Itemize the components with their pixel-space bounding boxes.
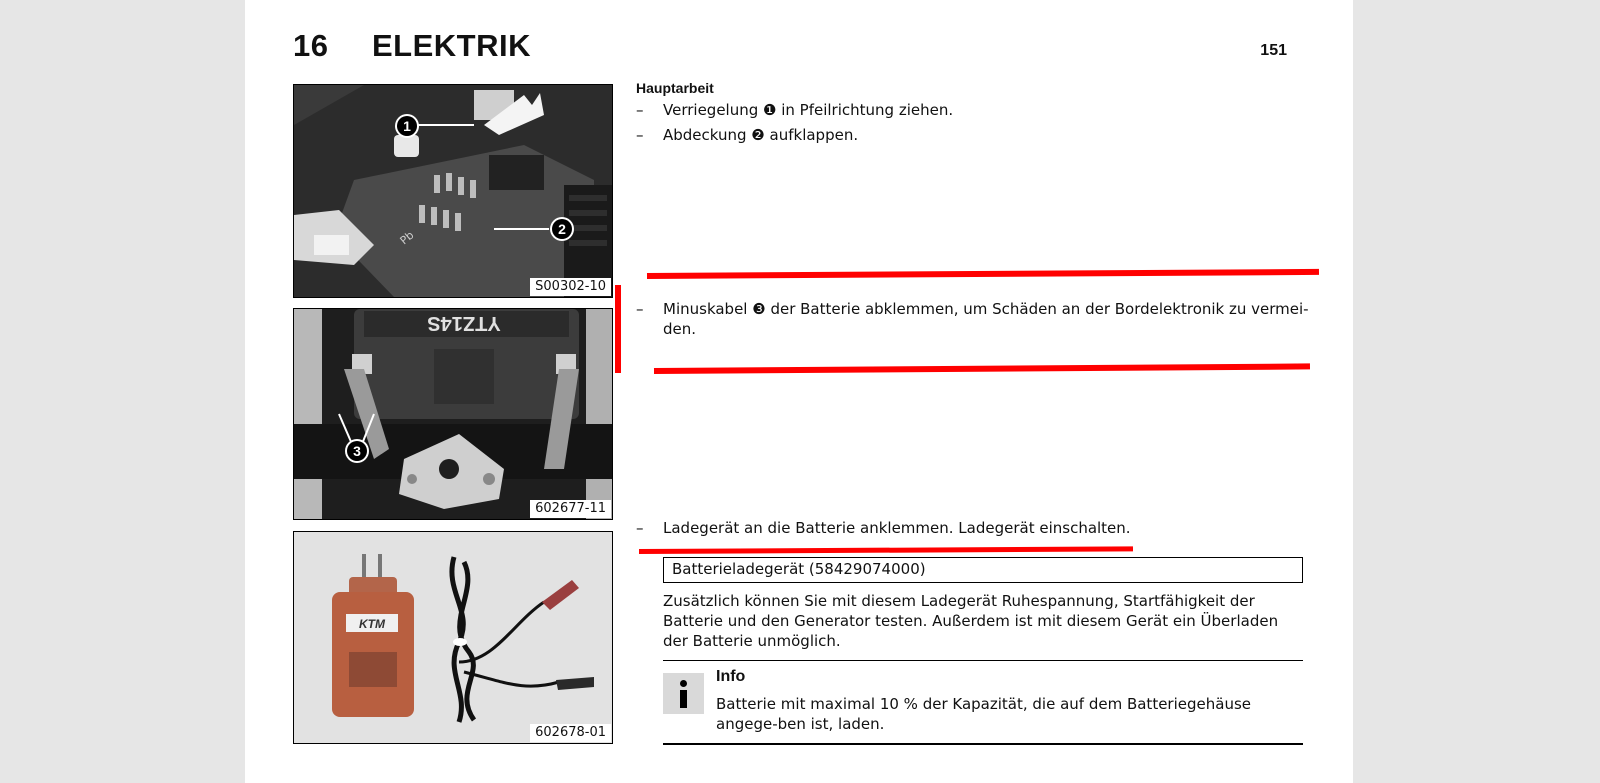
figure-battery-cover (293, 84, 613, 298)
callout-2 (550, 217, 574, 241)
step-text: Ladegerät an die Batterie anklemmen. Ladegerät einschalten. (663, 519, 1131, 537)
page-number: 151 (1260, 42, 1287, 59)
annotation-underline-charger (639, 546, 1133, 554)
step-dash: – (636, 519, 644, 537)
step-dash: – (636, 300, 644, 318)
info-icon (663, 673, 704, 714)
pb-lettering: Pb (397, 228, 417, 248)
step-dash: – (636, 126, 644, 144)
info-text: Batterie mit maximal 10 % der Kapazität, die auf dem Batteriegehäuse angege-ben ist, laden. (716, 695, 1251, 733)
tool-reference: Batterieladegerät (58429074000) (663, 557, 1303, 583)
figure-charger (293, 531, 613, 744)
figure-battery (293, 308, 613, 520)
svg-text:1: 1 (403, 118, 411, 134)
ktm-logo: KTM (359, 617, 385, 631)
figure-code: 602678-01 (530, 724, 611, 742)
annotation-line-top (647, 269, 1319, 279)
info-bottom-rule (663, 743, 1303, 745)
chapter-number: 16 (293, 28, 329, 63)
callout-1 (395, 114, 419, 138)
chapter-title: ELEKTRIK (372, 28, 531, 63)
annotation-line-bottom (654, 363, 1310, 374)
tool-note: Zusätzlich können Sie mit diesem Ladegerät Ruhespannung, Startfähigkeit der Batterie und den Generator testen. Außerdem ist mit diesem Gerät ein Überladen der Batterie unmöglich. (663, 592, 1279, 650)
charger-photo (294, 532, 612, 743)
battery-label: YTZ14S (427, 312, 501, 334)
figure-code: 602677-11 (530, 500, 611, 518)
callout-3 (345, 439, 369, 463)
step-text: Minuskabel ❸ der Batterie abklemmen, um Schäden an der Bordelektronik zu vermei-den. (663, 300, 1309, 338)
section-heading: Hauptarbeit (636, 80, 714, 96)
battery-photo (294, 309, 612, 519)
battery-cover-photo (294, 85, 612, 297)
annotation-line-left (615, 285, 621, 373)
info-title: Info (716, 668, 746, 685)
step-text: Verriegelung ❶ in Pfeilrichtung ziehen. (663, 101, 954, 119)
manual-page (245, 0, 1353, 783)
figure-code: S00302-10 (530, 278, 611, 296)
step-dash: – (636, 101, 644, 119)
svg-text:2: 2 (558, 221, 566, 237)
step-text: Abdeckung ❷ aufklappen. (663, 126, 859, 144)
svg-text:3: 3 (353, 443, 361, 459)
info-top-rule (663, 660, 1303, 661)
